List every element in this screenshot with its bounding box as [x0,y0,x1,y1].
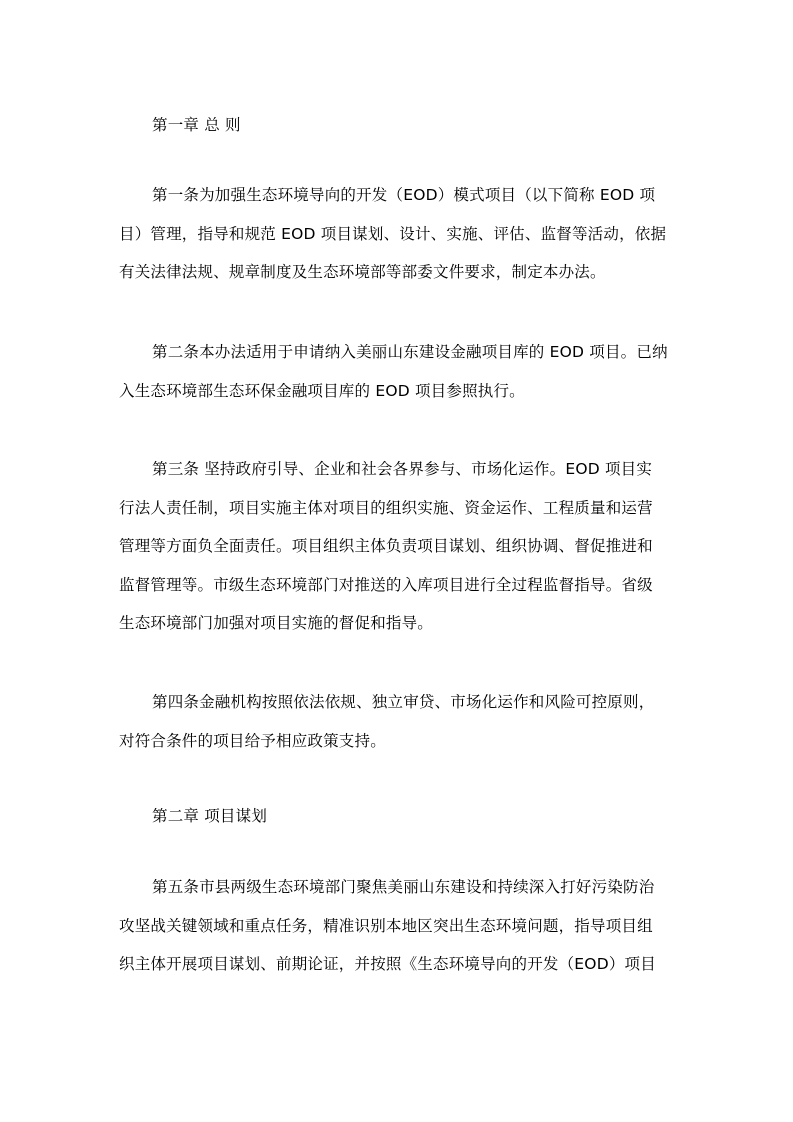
article-5-line-1: 第五条市县两级生态环境部门聚焦美丽山东建设和持续深入打好污染防治 [152,878,655,896]
article-2-line-1: 第二条本办法适用于申请纳入美丽山东建设金融项目库的 EOD 项目。已纳 [152,343,668,361]
article-1-line-2: 目）管理，指导和规范 EOD 项目谋划、设计、实施、评估、监督等活动，依据 [119,224,667,243]
article-3-line-5: 生态环境部门加强对项目实施的督促和指导。 [119,614,434,633]
article-3-line-3: 管理等方面负全面责任。项目组织主体负责项目谋划、组织协调、督促推进和 [119,537,653,556]
article-3-line-1: 第三条 坚持政府引导、企业和社会各界参与、市场化运作。EOD 项目实 [152,460,653,478]
article-3-line-4: 监督管理等。市级生态环境部门对推送的入库项目进行全过程监督指导。省级 [119,575,653,594]
article-1-line-1: 第一条为加强生态环境导向的开发（EOD）模式项目（以下简称 EOD 项 [152,186,656,204]
article-3-paragraph [119,450,679,643]
chapter-1-heading [119,106,679,145]
article-5-line-3: 织主体开展项目谋划、前期论证，并按照《生态环境导向的开发（EOD）项目 [119,955,656,974]
chapter-2-heading [119,797,679,836]
article-1-line-3: 有关法律法规、规章制度及生态环境部等部委文件要求，制定本办法。 [119,263,606,282]
chapter-2-heading-text: 第二章 项目谋划 [152,807,268,825]
article-5-line-2: 攻坚战关键领域和重点任务，精准识别本地区突出生态环境问题，指导项目组 [119,916,653,935]
article-4-paragraph [119,683,679,760]
article-4-line-2: 对符合条件的项目给予相应政策支持。 [119,731,386,750]
article-2-paragraph [119,333,679,410]
article-3-line-2: 行法人责任制，项目实施主体对项目的组织实施、资金运作、工程质量和运营 [119,498,653,517]
chapter-1-heading-text: 第一章 总 则 [152,116,241,134]
article-1-paragraph [119,176,679,292]
article-5-paragraph [119,868,679,984]
article-2-line-2: 入生态环境部生态环保金融项目库的 EOD 项目参照执行。 [119,381,525,400]
article-4-line-1: 第四条金融机构按照依法依规、独立审贷、市场化运作和风险可控原则， [152,693,655,711]
